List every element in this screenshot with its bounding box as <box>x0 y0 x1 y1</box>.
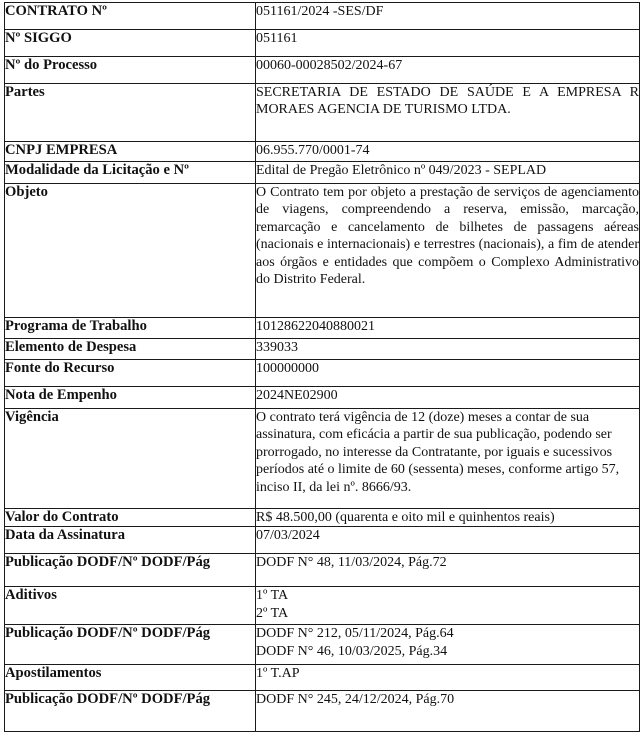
publicacao-line: DODF N° 212, 05/11/2024, Pág.64 <box>256 626 454 642</box>
row-label-publicacao-2: Publicação DODF/Nº DODF/Pág <box>5 625 256 665</box>
table-row <box>5 691 640 732</box>
row-value-publicacao-1: DODF N° 48, 11/03/2024, Pág.72 <box>256 554 640 587</box>
row-value-modalidade: Edital de Pregão Eletrônico nº 049/2023 - SEPLAD <box>256 162 640 184</box>
table-row <box>5 409 640 509</box>
row-label-assinatura: Data da Assinatura <box>5 527 256 554</box>
table-row <box>5 509 640 527</box>
row-label-processo: Nº do Processo <box>5 57 256 84</box>
row-value-processo: 00060-00028502/2024-67 <box>256 57 640 84</box>
table-row <box>5 162 640 184</box>
row-value-contrato: 051161/2024 -SES/DF <box>256 3 640 30</box>
table-row <box>5 665 640 691</box>
row-value-partes: SECRETARIA DE ESTADO DE SAÚDE E A EMPRESA R MORAES AGENCIA DE TURISMO LTDA. <box>256 84 640 142</box>
row-label-empenho: Nota de Empenho <box>5 387 256 409</box>
table-row <box>5 184 640 318</box>
row-value-programa: 10128622040880021 <box>256 318 640 339</box>
table-row <box>5 318 640 339</box>
row-value-objeto: O Contrato tem por objeto a prestação de serviços de agenciamento de viagens, compreendendo a reserva, emissão, marcação, remarcação e cancelamento de bilhetes de passagens aéreas (nacionais e internacionais) e terrestres (nacionais), a fim de atender aos órgãos e entidades que compõem o Complexo Administrativo do Distrito Federal. <box>256 184 640 318</box>
table-row <box>5 142 640 162</box>
table-row <box>5 360 640 387</box>
row-value-vigencia: O contrato terá vigência de 12 (doze) meses a contar de sua assinatura, com eficácia a partir de sua publicação, podendo ser prorrogado, no interesse da Contratante, por iguais e sucessivos períodos até o limite de 60 (sessenta) meses, conforme artigo 57, inciso II, da lei nº. 8666/93. <box>256 409 640 509</box>
table-row <box>5 339 640 360</box>
row-label-aditivos: Aditivos <box>5 587 256 625</box>
table-row <box>5 3 640 30</box>
row-value-fonte: 100000000 <box>256 360 640 387</box>
row-value-publicacao-3: DODF N° 245, 24/12/2024, Pág.70 <box>256 691 640 732</box>
row-value-aditivos <box>256 587 640 625</box>
row-label-elemento: Elemento de Despesa <box>5 339 256 360</box>
row-value-cnpj: 06.955.770/0001-74 <box>256 142 640 162</box>
row-value-publicacao-2 <box>256 625 640 665</box>
row-value-empenho: 2024NE02900 <box>256 387 640 409</box>
row-value-siggo: 051161 <box>256 30 640 57</box>
row-label-vigencia: Vigência <box>5 409 256 509</box>
table-row <box>5 57 640 84</box>
contract-summary-table <box>4 2 640 732</box>
row-label-valor: Valor do Contrato <box>5 509 256 527</box>
table-row <box>5 625 640 665</box>
table-row <box>5 30 640 57</box>
aditivo-line: 2º TA <box>256 605 289 621</box>
row-label-publicacao-1: Publicação DODF/Nº DODF/Pág <box>5 554 256 587</box>
table-row <box>5 387 640 409</box>
row-label-siggo: Nº SIGGO <box>5 30 256 57</box>
row-label-partes: Partes <box>5 84 256 142</box>
row-label-programa: Programa de Trabalho <box>5 318 256 339</box>
table-row <box>5 84 640 142</box>
row-value-apostilamentos: 1º T.AP <box>256 665 640 691</box>
table-row <box>5 527 640 554</box>
table-row <box>5 554 640 587</box>
row-label-publicacao-3: Publicação DODF/Nº DODF/Pág <box>5 691 256 732</box>
row-label-objeto: Objeto <box>5 184 256 318</box>
row-label-contrato: CONTRATO Nº <box>5 3 256 30</box>
row-label-fonte: Fonte do Recurso <box>5 360 256 387</box>
row-label-cnpj: CNPJ EMPRESA <box>5 142 256 162</box>
row-label-modalidade: Modalidade da Licitação e Nº <box>5 162 256 184</box>
table-row <box>5 587 640 625</box>
aditivo-line: 1º TA <box>256 588 289 604</box>
publicacao-line: DODF N° 46, 10/03/2025, Pág.34 <box>256 643 448 659</box>
row-label-apostilamentos: Apostilamentos <box>5 665 256 691</box>
row-value-assinatura: 07/03/2024 <box>256 527 640 554</box>
row-value-valor: R$ 48.500,00 (quarenta e oito mil e quinhentos reais) <box>256 509 640 527</box>
row-value-elemento: 339033 <box>256 339 640 360</box>
